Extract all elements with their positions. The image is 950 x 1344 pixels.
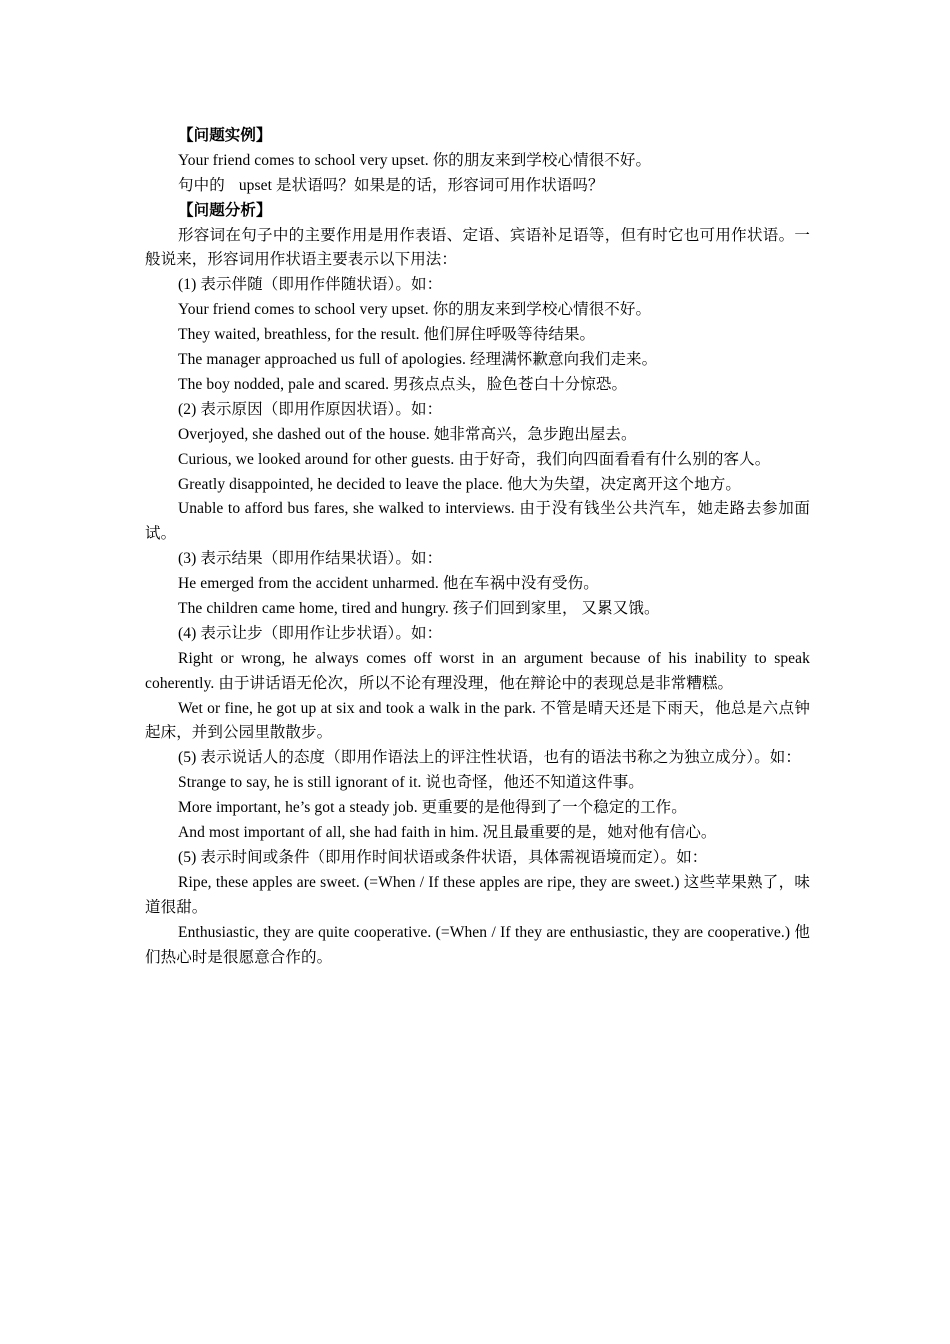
example-question [145,174,810,199]
usage-1-example: Your friend comes to school very upset. 你的朋友来到学校心情很不好。 [178,301,652,319]
usage-1-example: The manager approached us full of apologies. 经理满怀歉意向我们走来。 [178,351,658,369]
analysis-heading: 【问题分析】 [178,201,272,219]
example-heading: 【问题实例】 [178,127,272,144]
usage-5b-example: Ripe, these apples are sweet. (=When / If these apples are ripe, they are sweet.) 这些苹果熟了，味道很甜。 [145,873,810,916]
usage-3-example: He emerged from the accident unharmed. 他在车祸中没有受伤。 [178,575,599,593]
usage-5a-example: And most important of all, she had faith in him. 况且最重要的是，她对他有信心。 [178,824,717,842]
usage-2-example: Curious, we looked around for other guests. 由于好奇，我们向四面看看有什么别的客人。 [178,450,771,468]
usage-5b-example: Enthusiastic, they are quite cooperative. (=When / If they are enthusiastic, they are cooperative.) 他们热心时是很愿意合作的。 [145,923,810,966]
usage-5a-example: More important, he’s got a steady job. 更重要的是他得到了一个稳定的工作。 [178,799,687,817]
usage-1-example: The boy nodded, pale and scared. 男孩点点头，脸色苍白十分惊恐。 [178,375,628,393]
usage-4-example: Wet or fine, he got up at six and took a walk in the park. 不管是晴天还是下雨天，他总是六点钟起床，并到公园里散散步。 [145,699,810,742]
usage-3-example: The children came home, tired and hungry. 孩子们回到家里， 又累又饿。 [178,599,660,617]
usage-2-example: Greatly disappointed, he decided to leave the place. 他大为失望，决定离开这个地方。 [178,475,741,493]
usage-5a-title: (5) 表示说话人的态度（即用作语法上的评注性状语，也有的语法书称之为独立成分）。如： [178,749,802,767]
question-part-1: 句中的 [178,176,225,194]
usage-1-example: They waited, breathless, for the result. 他们屏住呼吸等待结果。 [178,326,596,344]
usage-5a-example: Strange to say, he is still ignorant of it. 说也奇怪，他还不知道这件事。 [178,774,644,792]
usage-5b-title: (5) 表示时间或条件（即用作时间状语或条件状语，具体需视语境而定）。如： [178,848,708,866]
usage-3-title: (3) 表示结果（即用作结果状语）。如： [178,550,443,568]
usage-2-example-long: Unable to afford bus fares, she walked to interviews. 由于没有钱坐公共汽车，她走路去参加面试。 [145,500,810,543]
usage-4-example: Right or wrong, he always comes off worst in an argument because of his inability to speak coherently. 由于讲话语无伦次，所以不论有理没理，他在辩论中的表现总是非常糟糕。 [145,649,810,692]
usage-2-title: (2) 表示原因（即用作原因状语）。如： [178,400,443,418]
document-page [145,124,810,970]
analysis-intro: 形容词在句子中的主要作用是用作表语、定语、宾语补足语等，但有时它也可用作状语。一般说来，形容词用作状语主要表示以下用法： [145,226,810,269]
usage-1-title: (1) 表示伴随（即用作伴随状语）。如： [178,276,443,294]
usage-2-example: Overjoyed, she dashed out of the house. 她非常高兴，急步跑出屋去。 [178,425,637,443]
usage-4-title: (4) 表示让步（即用作让步状语）。如： [178,624,443,642]
question-part-2: upset 是状语吗？如果是的话，形容词可用作状语吗？ [238,176,604,194]
example-sentence: Your friend comes to school very upset. 你的朋友来到学校心情很不好。 [178,151,652,169]
